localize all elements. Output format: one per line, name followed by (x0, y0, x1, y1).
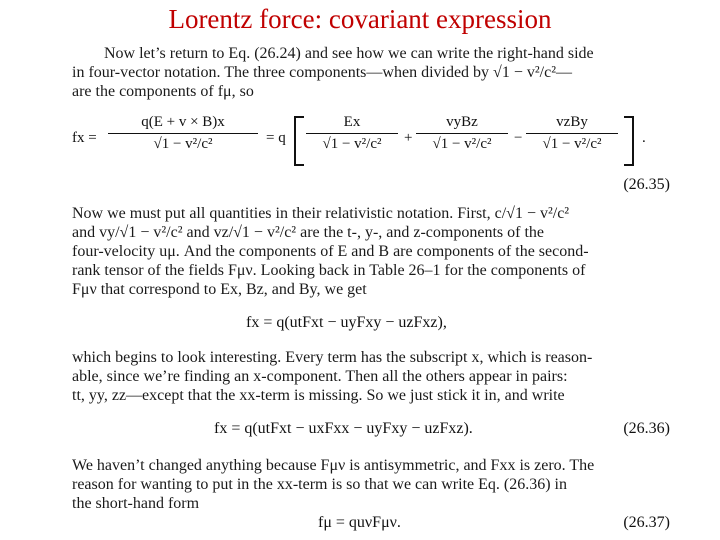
denominator: √1 − v²/c² (322, 136, 382, 152)
numerator: vzBy (526, 114, 618, 134)
equation-fx: fx = q(utFxt − uyFxy − uzFxz), (246, 314, 447, 331)
period: . (642, 130, 646, 146)
numerator: Ex (306, 114, 398, 134)
text-line: in four-vector notation. The three components—when divided by √1 − v²/c²— (72, 64, 572, 81)
numerator: q(E + v × B)x (108, 114, 258, 134)
denominator: √1 − v²/c² (542, 136, 602, 152)
paragraph-intro (72, 44, 672, 101)
equation-26-37: fμ = quνFμν. (318, 514, 401, 531)
text-line: are the components of fμ, so (72, 83, 254, 100)
text-line: tt, yy, zz—except that the xx-term is missing. So we just stick it in, and write (72, 387, 565, 404)
equation-26-36: fx = q(utFxt − uxFxx − uyFxy − uzFxz). (214, 420, 473, 437)
equals-q: = q (266, 130, 286, 146)
text-line: and vy/√1 − v²/c² and vz/√1 − v²/c² are the t-, y-, and z-components of the (72, 224, 544, 241)
text-line: Fμν that correspond to Ex, Bz, and By, we get (72, 281, 367, 298)
text-line: the short-hand form (72, 495, 200, 512)
text-line: Now we must put all quantities in their relativistic notation. First, c/√1 − v²/c² (72, 205, 570, 222)
text-line: able, since we’re finding an x-component. Then all the others appear in pairs: (72, 368, 568, 385)
text-line: four-velocity uμ. And the components of E and B are components of the second- (72, 243, 589, 260)
paragraph-interesting (72, 348, 672, 405)
fraction (416, 114, 508, 153)
left-bracket (294, 116, 304, 166)
denominator: √1 − v²/c² (153, 136, 213, 152)
plus-sign: + (404, 130, 413, 146)
equation-26-35 (72, 112, 662, 172)
equation-number: (26.37) (623, 514, 670, 531)
text-line: reason for wanting to put in the xx-term is so that we can write Eq. (26.36) in (72, 476, 567, 493)
paragraph-antisymmetric (72, 456, 672, 513)
fraction (306, 114, 398, 153)
text-line: rank tensor of the fields Fμν. Looking back in Table 26–1 for the components of (72, 262, 586, 279)
minus-sign: − (514, 130, 523, 146)
text-line: We haven’t changed anything because Fμν is antisymmetric, and Fxx is zero. The (72, 457, 595, 474)
text-line: which begins to look interesting. Every term has the subscript x, which is reason- (72, 349, 593, 366)
equation-lhs: fx = (72, 130, 97, 146)
fraction (108, 114, 258, 153)
right-bracket (624, 116, 634, 166)
numerator: vyBz (416, 114, 508, 134)
equation-number: (26.36) (623, 420, 670, 437)
text-line: Now let’s return to Eq. (26.24) and see how we can write the right-hand side (104, 45, 594, 62)
denominator: √1 − v²/c² (432, 136, 492, 152)
equation-number: (26.35) (623, 176, 670, 193)
paragraph-relativistic (72, 204, 672, 299)
slide-title: Lorentz force: covariant expression (168, 4, 552, 34)
fraction (526, 114, 618, 153)
